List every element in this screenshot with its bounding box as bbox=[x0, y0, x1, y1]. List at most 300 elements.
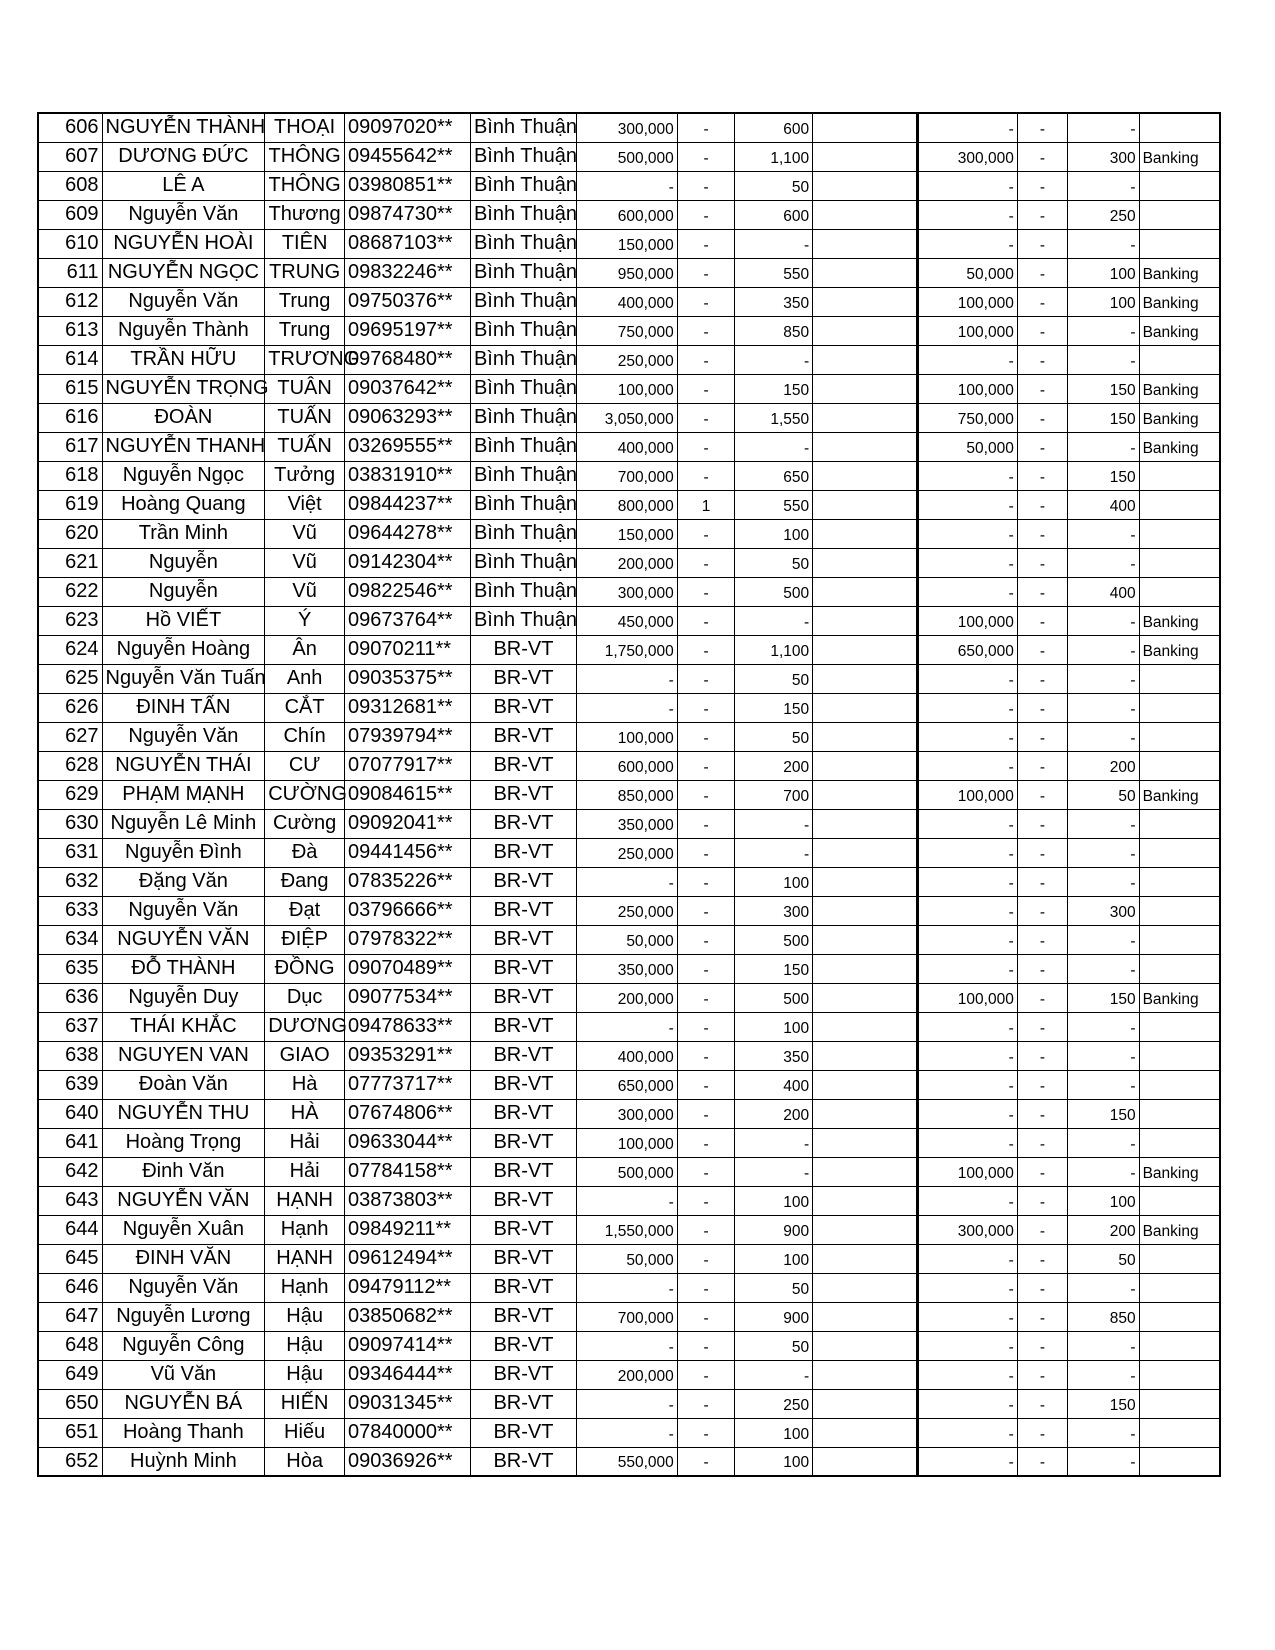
cell-amount-c: 200 bbox=[735, 751, 813, 780]
cell-province: BR-VT bbox=[470, 838, 576, 867]
cell-amount-d bbox=[813, 1273, 918, 1302]
cell-phone: 09695197** bbox=[345, 316, 471, 345]
cell-amount-a: - bbox=[576, 1331, 677, 1360]
table-row bbox=[38, 577, 1220, 606]
cell-amount-g: 150 bbox=[1068, 1099, 1139, 1128]
cell-payment-method bbox=[1139, 1389, 1220, 1418]
cell-amount-f: - bbox=[1017, 142, 1067, 171]
cell-amount-c: 50 bbox=[735, 1273, 813, 1302]
cell-amount-d bbox=[813, 1070, 918, 1099]
cell-first-name: Chín bbox=[265, 722, 345, 751]
cell-amount-f: - bbox=[1017, 548, 1067, 577]
cell-amount-e: 100,000 bbox=[918, 316, 1018, 345]
cell-first-name: CƯ bbox=[265, 751, 345, 780]
cell-amount-g: - bbox=[1068, 693, 1139, 722]
cell-payment-method bbox=[1139, 1012, 1220, 1041]
cell-payment-method: Banking bbox=[1139, 983, 1220, 1012]
cell-amount-a: 450,000 bbox=[576, 606, 677, 635]
cell-amount-d bbox=[813, 1186, 918, 1215]
cell-amount-g: 150 bbox=[1068, 403, 1139, 432]
cell-amount-d bbox=[813, 403, 918, 432]
cell-province: BR-VT bbox=[470, 1389, 576, 1418]
cell-amount-g: - bbox=[1068, 1447, 1139, 1476]
cell-row-number: 645 bbox=[38, 1244, 102, 1273]
cell-first-name: Ý bbox=[265, 606, 345, 635]
cell-amount-b: - bbox=[677, 780, 735, 809]
cell-payment-method bbox=[1139, 896, 1220, 925]
cell-amount-d bbox=[813, 925, 918, 954]
cell-amount-e: 100,000 bbox=[918, 606, 1018, 635]
cell-amount-e: - bbox=[918, 693, 1018, 722]
cell-amount-b: - bbox=[677, 635, 735, 664]
cell-last-name: Hoàng Trọng bbox=[102, 1128, 265, 1157]
cell-amount-f: - bbox=[1017, 1418, 1067, 1447]
cell-phone: 03796666** bbox=[345, 896, 471, 925]
cell-amount-b: - bbox=[677, 606, 735, 635]
cell-payment-method bbox=[1139, 809, 1220, 838]
cell-amount-c: 500 bbox=[735, 925, 813, 954]
cell-last-name: NGUYỄN BÁ bbox=[102, 1389, 265, 1418]
cell-last-name: NGUYỄN NGỌC bbox=[102, 258, 265, 287]
cell-first-name: Hạnh bbox=[265, 1273, 345, 1302]
cell-province: BR-VT bbox=[470, 722, 576, 751]
cell-amount-g: - bbox=[1068, 1041, 1139, 1070]
cell-amount-a: 400,000 bbox=[576, 432, 677, 461]
cell-last-name: NGUYỄN THÁI bbox=[102, 751, 265, 780]
cell-amount-f: - bbox=[1017, 954, 1067, 983]
cell-amount-g: - bbox=[1068, 1273, 1139, 1302]
cell-amount-d bbox=[813, 867, 918, 896]
cell-amount-a: 550,000 bbox=[576, 1447, 677, 1476]
cell-payment-method bbox=[1139, 200, 1220, 229]
cell-amount-g: 400 bbox=[1068, 577, 1139, 606]
cell-amount-g: 850 bbox=[1068, 1302, 1139, 1331]
cell-row-number: 631 bbox=[38, 838, 102, 867]
cell-amount-e: - bbox=[918, 896, 1018, 925]
table-row bbox=[38, 1302, 1220, 1331]
cell-row-number: 630 bbox=[38, 809, 102, 838]
cell-amount-c: 300 bbox=[735, 896, 813, 925]
cell-last-name: NGUYỄN THÀNH bbox=[102, 113, 265, 142]
cell-amount-g: - bbox=[1068, 1070, 1139, 1099]
table-row bbox=[38, 1012, 1220, 1041]
cell-amount-b: - bbox=[677, 200, 735, 229]
cell-amount-b: - bbox=[677, 229, 735, 258]
cell-amount-e: - bbox=[918, 577, 1018, 606]
cell-amount-c: 150 bbox=[735, 693, 813, 722]
cell-amount-e: - bbox=[918, 548, 1018, 577]
cell-amount-e: 50,000 bbox=[918, 432, 1018, 461]
cell-province: BR-VT bbox=[470, 925, 576, 954]
cell-amount-e: - bbox=[918, 838, 1018, 867]
cell-amount-e: 100,000 bbox=[918, 374, 1018, 403]
cell-amount-e: - bbox=[918, 722, 1018, 751]
cell-amount-f: - bbox=[1017, 490, 1067, 519]
table-row bbox=[38, 345, 1220, 374]
cell-amount-g: - bbox=[1068, 954, 1139, 983]
cell-row-number: 612 bbox=[38, 287, 102, 316]
cell-last-name: Nguyễn Đình bbox=[102, 838, 265, 867]
cell-amount-d bbox=[813, 1389, 918, 1418]
cell-first-name: HIẾN bbox=[265, 1389, 345, 1418]
cell-amount-a: 100,000 bbox=[576, 1128, 677, 1157]
cell-amount-d bbox=[813, 1360, 918, 1389]
cell-amount-a: 200,000 bbox=[576, 548, 677, 577]
cell-province: Bình Thuận bbox=[470, 403, 576, 432]
cell-first-name: Đang bbox=[265, 867, 345, 896]
cell-amount-d bbox=[813, 954, 918, 983]
cell-amount-c: - bbox=[735, 432, 813, 461]
table-row bbox=[38, 1447, 1220, 1476]
cell-amount-e: - bbox=[918, 925, 1018, 954]
cell-amount-c: 1,100 bbox=[735, 142, 813, 171]
cell-row-number: 639 bbox=[38, 1070, 102, 1099]
cell-last-name: ĐINH TẤN bbox=[102, 693, 265, 722]
cell-amount-f: - bbox=[1017, 1215, 1067, 1244]
cell-amount-b: - bbox=[677, 1186, 735, 1215]
cell-amount-e: - bbox=[918, 1447, 1018, 1476]
cell-row-number: 622 bbox=[38, 577, 102, 606]
cell-row-number: 644 bbox=[38, 1215, 102, 1244]
cell-amount-c: 100 bbox=[735, 1447, 813, 1476]
cell-phone: 09077534** bbox=[345, 983, 471, 1012]
cell-amount-e: - bbox=[918, 1273, 1018, 1302]
cell-amount-b: - bbox=[677, 925, 735, 954]
cell-payment-method bbox=[1139, 1302, 1220, 1331]
cell-province: BR-VT bbox=[470, 1215, 576, 1244]
cell-province: Bình Thuận bbox=[470, 461, 576, 490]
cell-amount-f: - bbox=[1017, 1360, 1067, 1389]
cell-first-name: Việt bbox=[265, 490, 345, 519]
cell-amount-g: - bbox=[1068, 171, 1139, 200]
cell-phone: 09874730** bbox=[345, 200, 471, 229]
cell-phone: 07784158** bbox=[345, 1157, 471, 1186]
cell-amount-d bbox=[813, 432, 918, 461]
cell-amount-f: - bbox=[1017, 1157, 1067, 1186]
cell-amount-b: - bbox=[677, 461, 735, 490]
cell-amount-d bbox=[813, 896, 918, 925]
cell-amount-b: - bbox=[677, 1215, 735, 1244]
cell-payment-method bbox=[1139, 1186, 1220, 1215]
cell-amount-b: - bbox=[677, 1389, 735, 1418]
cell-amount-g: - bbox=[1068, 345, 1139, 374]
cell-amount-e: - bbox=[918, 664, 1018, 693]
cell-first-name: ĐỒNG bbox=[265, 954, 345, 983]
cell-payment-method: Banking bbox=[1139, 403, 1220, 432]
cell-amount-d bbox=[813, 809, 918, 838]
cell-amount-c: 50 bbox=[735, 722, 813, 751]
cell-phone: 09849211** bbox=[345, 1215, 471, 1244]
cell-province: BR-VT bbox=[470, 1244, 576, 1273]
cell-phone: 03269555** bbox=[345, 432, 471, 461]
cell-amount-b: - bbox=[677, 171, 735, 200]
cell-last-name: Nguyễn Ngọc bbox=[102, 461, 265, 490]
cell-amount-c: 600 bbox=[735, 200, 813, 229]
table-row bbox=[38, 1331, 1220, 1360]
cell-first-name: Trung bbox=[265, 316, 345, 345]
cell-amount-b: - bbox=[677, 577, 735, 606]
cell-first-name: ĐIỆP bbox=[265, 925, 345, 954]
cell-province: Bình Thuận bbox=[470, 345, 576, 374]
cell-amount-f: - bbox=[1017, 432, 1067, 461]
cell-last-name: NGUYỄN VĂN bbox=[102, 925, 265, 954]
cell-amount-g: - bbox=[1068, 1418, 1139, 1447]
cell-amount-e: - bbox=[918, 345, 1018, 374]
table-row bbox=[38, 519, 1220, 548]
cell-amount-d bbox=[813, 229, 918, 258]
cell-amount-g: - bbox=[1068, 1128, 1139, 1157]
cell-amount-e: - bbox=[918, 171, 1018, 200]
cell-amount-f: - bbox=[1017, 171, 1067, 200]
cell-province: BR-VT bbox=[470, 1070, 576, 1099]
cell-row-number: 616 bbox=[38, 403, 102, 432]
cell-amount-a: - bbox=[576, 664, 677, 693]
cell-phone: 09644278** bbox=[345, 519, 471, 548]
cell-amount-f: - bbox=[1017, 1389, 1067, 1418]
cell-amount-a: 300,000 bbox=[576, 577, 677, 606]
cell-amount-b: - bbox=[677, 722, 735, 751]
cell-phone: 09441456** bbox=[345, 838, 471, 867]
cell-row-number: 637 bbox=[38, 1012, 102, 1041]
cell-payment-method: Banking bbox=[1139, 287, 1220, 316]
cell-amount-e: 50,000 bbox=[918, 258, 1018, 287]
cell-payment-method bbox=[1139, 925, 1220, 954]
table-row bbox=[38, 200, 1220, 229]
table-row bbox=[38, 490, 1220, 519]
cell-amount-a: 500,000 bbox=[576, 142, 677, 171]
cell-first-name: Cường bbox=[265, 809, 345, 838]
cell-row-number: 623 bbox=[38, 606, 102, 635]
cell-amount-c: 150 bbox=[735, 374, 813, 403]
cell-amount-d bbox=[813, 345, 918, 374]
cell-first-name: THOẠI bbox=[265, 113, 345, 142]
cell-first-name: Hậu bbox=[265, 1360, 345, 1389]
cell-payment-method bbox=[1139, 1128, 1220, 1157]
cell-amount-c: - bbox=[735, 1360, 813, 1389]
cell-payment-method bbox=[1139, 1273, 1220, 1302]
cell-amount-e: - bbox=[918, 1186, 1018, 1215]
cell-amount-c: 500 bbox=[735, 577, 813, 606]
cell-last-name: Hồ VIẾT bbox=[102, 606, 265, 635]
cell-first-name: Trung bbox=[265, 287, 345, 316]
cell-amount-f: - bbox=[1017, 1070, 1067, 1099]
cell-province: Bình Thuận bbox=[470, 287, 576, 316]
cell-amount-d bbox=[813, 983, 918, 1012]
cell-amount-b: - bbox=[677, 548, 735, 577]
cell-amount-a: 700,000 bbox=[576, 1302, 677, 1331]
cell-row-number: 634 bbox=[38, 925, 102, 954]
table-row bbox=[38, 548, 1220, 577]
cell-amount-a: 200,000 bbox=[576, 983, 677, 1012]
cell-province: BR-VT bbox=[470, 1099, 576, 1128]
table-row bbox=[38, 1041, 1220, 1070]
table-row bbox=[38, 432, 1220, 461]
cell-amount-f: - bbox=[1017, 345, 1067, 374]
cell-amount-d bbox=[813, 548, 918, 577]
cell-phone: 07773717** bbox=[345, 1070, 471, 1099]
table-row bbox=[38, 113, 1220, 142]
cell-amount-c: 100 bbox=[735, 1012, 813, 1041]
cell-amount-d bbox=[813, 635, 918, 664]
cell-amount-b: - bbox=[677, 113, 735, 142]
cell-amount-c: 550 bbox=[735, 258, 813, 287]
table-row bbox=[38, 1128, 1220, 1157]
cell-amount-c: 400 bbox=[735, 1070, 813, 1099]
cell-phone: 09612494** bbox=[345, 1244, 471, 1273]
cell-phone: 09844237** bbox=[345, 490, 471, 519]
cell-payment-method bbox=[1139, 1099, 1220, 1128]
cell-amount-d bbox=[813, 722, 918, 751]
cell-amount-g: - bbox=[1068, 838, 1139, 867]
cell-amount-f: - bbox=[1017, 200, 1067, 229]
cell-amount-d bbox=[813, 200, 918, 229]
cell-row-number: 620 bbox=[38, 519, 102, 548]
cell-amount-c: 100 bbox=[735, 519, 813, 548]
cell-phone: 03980851** bbox=[345, 171, 471, 200]
cell-payment-method bbox=[1139, 113, 1220, 142]
cell-amount-c: 100 bbox=[735, 1418, 813, 1447]
cell-amount-d bbox=[813, 461, 918, 490]
cell-first-name: DƯƠNG bbox=[265, 1012, 345, 1041]
cell-amount-b: - bbox=[677, 1244, 735, 1273]
cell-amount-c: 850 bbox=[735, 316, 813, 345]
cell-payment-method bbox=[1139, 1070, 1220, 1099]
cell-last-name: ĐOÀN bbox=[102, 403, 265, 432]
cell-amount-b: - bbox=[677, 374, 735, 403]
cell-amount-a: 150,000 bbox=[576, 519, 677, 548]
cell-last-name: THÁI KHẮC bbox=[102, 1012, 265, 1041]
cell-payment-method bbox=[1139, 1041, 1220, 1070]
cell-payment-method bbox=[1139, 461, 1220, 490]
cell-amount-a: - bbox=[576, 867, 677, 896]
cell-amount-d bbox=[813, 780, 918, 809]
cell-first-name: Đà bbox=[265, 838, 345, 867]
cell-payment-method: Banking bbox=[1139, 142, 1220, 171]
cell-row-number: 619 bbox=[38, 490, 102, 519]
cell-row-number: 617 bbox=[38, 432, 102, 461]
cell-amount-e: 300,000 bbox=[918, 1215, 1018, 1244]
cell-amount-c: - bbox=[735, 606, 813, 635]
cell-payment-method bbox=[1139, 954, 1220, 983]
cell-row-number: 606 bbox=[38, 113, 102, 142]
cell-amount-b: - bbox=[677, 1099, 735, 1128]
cell-amount-d bbox=[813, 258, 918, 287]
cell-row-number: 614 bbox=[38, 345, 102, 374]
cell-amount-e: - bbox=[918, 490, 1018, 519]
cell-amount-a: 100,000 bbox=[576, 722, 677, 751]
cell-amount-c: - bbox=[735, 229, 813, 258]
cell-amount-b: - bbox=[677, 1070, 735, 1099]
cell-first-name: CẮT bbox=[265, 693, 345, 722]
cell-amount-g: - bbox=[1068, 722, 1139, 751]
table-row bbox=[38, 867, 1220, 896]
cell-first-name: Dục bbox=[265, 983, 345, 1012]
cell-amount-a: - bbox=[576, 171, 677, 200]
cell-first-name: Tưởng bbox=[265, 461, 345, 490]
cell-amount-c: 150 bbox=[735, 954, 813, 983]
cell-payment-method bbox=[1139, 171, 1220, 200]
cell-amount-e: - bbox=[918, 1389, 1018, 1418]
cell-amount-e: - bbox=[918, 809, 1018, 838]
cell-first-name: Hạnh bbox=[265, 1215, 345, 1244]
cell-phone: 07077917** bbox=[345, 751, 471, 780]
cell-amount-b: - bbox=[677, 1447, 735, 1476]
cell-amount-f: - bbox=[1017, 809, 1067, 838]
table-row bbox=[38, 664, 1220, 693]
cell-payment-method: Banking bbox=[1139, 606, 1220, 635]
cell-province: Bình Thuận bbox=[470, 432, 576, 461]
cell-amount-e: 650,000 bbox=[918, 635, 1018, 664]
cell-amount-f: - bbox=[1017, 693, 1067, 722]
cell-province: Bình Thuận bbox=[470, 258, 576, 287]
cell-amount-c: 650 bbox=[735, 461, 813, 490]
cell-last-name: Nguyễn Duy bbox=[102, 983, 265, 1012]
cell-amount-b: - bbox=[677, 1418, 735, 1447]
cell-amount-d bbox=[813, 113, 918, 142]
table-row bbox=[38, 258, 1220, 287]
table-row bbox=[38, 1418, 1220, 1447]
cell-first-name: Hậu bbox=[265, 1302, 345, 1331]
cell-first-name: Hậu bbox=[265, 1331, 345, 1360]
cell-payment-method bbox=[1139, 229, 1220, 258]
cell-amount-g: - bbox=[1068, 925, 1139, 954]
cell-amount-f: - bbox=[1017, 1447, 1067, 1476]
cell-amount-a: 800,000 bbox=[576, 490, 677, 519]
cell-row-number: 615 bbox=[38, 374, 102, 403]
cell-amount-g: 100 bbox=[1068, 287, 1139, 316]
cell-amount-g: 100 bbox=[1068, 258, 1139, 287]
cell-last-name: Nguyễn Hoàng bbox=[102, 635, 265, 664]
cell-province: Bình Thuận bbox=[470, 577, 576, 606]
cell-row-number: 610 bbox=[38, 229, 102, 258]
cell-row-number: 643 bbox=[38, 1186, 102, 1215]
cell-phone: 03850682** bbox=[345, 1302, 471, 1331]
cell-amount-c: - bbox=[735, 809, 813, 838]
cell-last-name: Nguyễn Văn bbox=[102, 200, 265, 229]
cell-amount-b: - bbox=[677, 954, 735, 983]
cell-province: Bình Thuận bbox=[470, 113, 576, 142]
cell-amount-e: - bbox=[918, 113, 1018, 142]
table-row bbox=[38, 809, 1220, 838]
table-row bbox=[38, 722, 1220, 751]
cell-last-name: Nguyễn Văn bbox=[102, 1273, 265, 1302]
cell-first-name: TUẤN bbox=[265, 403, 345, 432]
cell-province: BR-VT bbox=[470, 1012, 576, 1041]
cell-amount-b: - bbox=[677, 664, 735, 693]
cell-amount-g: 150 bbox=[1068, 374, 1139, 403]
cell-payment-method bbox=[1139, 1418, 1220, 1447]
cell-province: Bình Thuận bbox=[470, 374, 576, 403]
cell-first-name: Hải bbox=[265, 1157, 345, 1186]
cell-amount-c: 200 bbox=[735, 1099, 813, 1128]
table-body bbox=[38, 113, 1220, 1476]
table-row bbox=[38, 374, 1220, 403]
table-row bbox=[38, 1099, 1220, 1128]
cell-amount-a: 1,550,000 bbox=[576, 1215, 677, 1244]
cell-first-name: HẠNH bbox=[265, 1186, 345, 1215]
cell-amount-e: - bbox=[918, 461, 1018, 490]
cell-amount-d bbox=[813, 171, 918, 200]
cell-amount-c: 100 bbox=[735, 1186, 813, 1215]
cell-amount-c: 50 bbox=[735, 548, 813, 577]
cell-last-name: Nguyễn Lương bbox=[102, 1302, 265, 1331]
cell-amount-f: - bbox=[1017, 925, 1067, 954]
cell-first-name: TIÊN bbox=[265, 229, 345, 258]
cell-phone: 09084615** bbox=[345, 780, 471, 809]
cell-phone: 09031345** bbox=[345, 1389, 471, 1418]
cell-province: Bình Thuận bbox=[470, 316, 576, 345]
cell-amount-f: - bbox=[1017, 519, 1067, 548]
